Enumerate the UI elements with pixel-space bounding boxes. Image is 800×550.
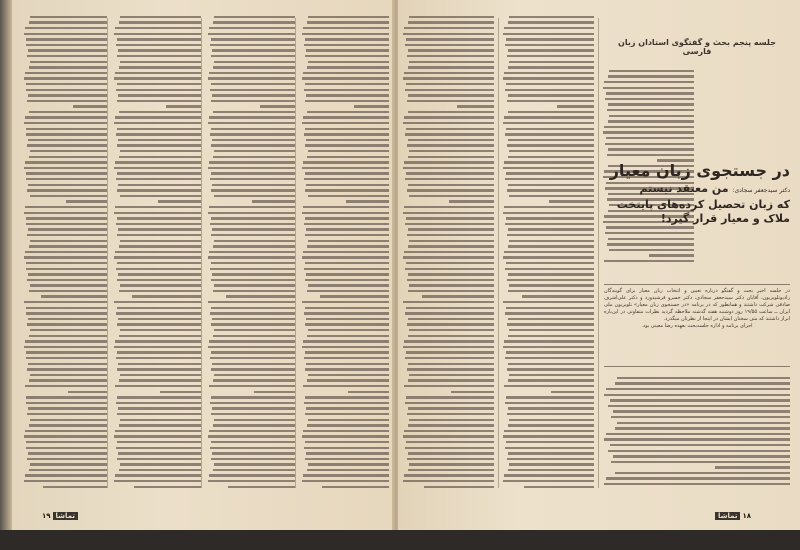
text-line [402, 109, 494, 115]
text-line [301, 81, 389, 87]
text-line [502, 411, 594, 417]
text-line [502, 25, 594, 31]
text-line [301, 70, 389, 76]
text-line [113, 193, 201, 199]
text-line [502, 137, 594, 143]
text-line [602, 96, 694, 102]
text-line [23, 383, 107, 389]
text-column [207, 14, 295, 490]
article-intro [604, 288, 790, 330]
text-line [113, 484, 201, 490]
text-line [207, 176, 295, 182]
text-line [301, 428, 389, 434]
text-line [502, 467, 594, 473]
text-line [502, 439, 594, 445]
text-line [207, 42, 295, 48]
text-line [113, 137, 201, 143]
text-line [113, 70, 201, 76]
text-line [23, 344, 107, 350]
text-line [301, 98, 389, 104]
text-line [301, 456, 389, 462]
text-line [402, 260, 494, 266]
text-line [207, 193, 295, 199]
text-line [602, 470, 790, 476]
column-divider [295, 18, 296, 488]
page-number: ۱۸ [742, 512, 752, 520]
page-number: ۱۹ [42, 512, 51, 520]
text-line [402, 288, 494, 294]
text-line [23, 484, 107, 490]
text-line [502, 109, 594, 115]
text-line [207, 277, 295, 283]
text-line [113, 383, 201, 389]
text-line [502, 70, 594, 76]
session-heading: جلسه پنجم بحث و گفتگوی استادان زبان فارسی [618, 38, 776, 56]
text-line [113, 316, 201, 322]
text-line [113, 42, 201, 48]
text-line [602, 459, 790, 465]
text-line [602, 386, 790, 392]
text-column [23, 14, 107, 490]
text-line [23, 288, 107, 294]
text-line [207, 221, 295, 227]
text-line [23, 25, 107, 31]
text-line [502, 383, 594, 389]
text-line [23, 42, 107, 48]
article-pull-quote [604, 182, 790, 226]
text-line [502, 232, 594, 238]
intro-bottom-rule [604, 366, 790, 367]
text-line [602, 375, 790, 381]
text-line [207, 70, 295, 76]
text-line [23, 232, 107, 238]
text-line [23, 400, 107, 406]
text-line [402, 42, 494, 48]
text-line [502, 288, 594, 294]
text-line [207, 383, 295, 389]
text-line [602, 79, 694, 85]
intro-top-rule [604, 284, 790, 285]
text-line [207, 249, 295, 255]
text-line [502, 204, 594, 210]
text-line [402, 193, 494, 199]
text-line [23, 14, 107, 20]
text-line [301, 383, 389, 389]
text-line [402, 221, 494, 227]
text-line [301, 260, 389, 266]
text-line [113, 439, 201, 445]
text-line [113, 109, 201, 115]
text-line [207, 372, 295, 378]
text-line [113, 400, 201, 406]
text-line [502, 193, 594, 199]
text-line [207, 456, 295, 462]
text-line [402, 176, 494, 182]
column-divider [498, 18, 499, 488]
text-line [402, 467, 494, 473]
article-headline-block [604, 160, 790, 226]
text-line [301, 316, 389, 322]
text-line [23, 372, 107, 378]
text-line [23, 193, 107, 199]
text-line [402, 383, 494, 389]
text-line [207, 411, 295, 417]
text-line [207, 260, 295, 266]
intro-text: در جلسه اخیر بحث و گفتگو درباره تعیین و انتخاب زبان معیار برای گویندگان رادیوتلویزیون، آقایان دکتر سیدجعفر سجادی، دکتر خسرو فرشیدورد و دکتر علی‌اشرف صادقی شرکت داشتند و همانطور که در برنامه «در جستجوی زبان معیار» تلویزیون ملی ایران ــ ساعت ۱۹/۵۵ روز دوشنبه هفته گذشته ملاحظه گردید نظرات متفاوتی در این‌باره ابراز داشتند که متن سخنان ایشان در اینجا از نظرتان میگذرد. [604, 288, 791, 322]
text-line [502, 14, 594, 20]
text-line [23, 221, 107, 227]
text-line [301, 221, 389, 227]
text-line [113, 467, 201, 473]
text-line [602, 124, 694, 130]
text-line [113, 249, 201, 255]
text-line [207, 344, 295, 350]
right-page [398, 0, 796, 530]
text-line [301, 25, 389, 31]
text-line [402, 411, 494, 417]
quote-line: من معتقد نیستم [639, 182, 729, 195]
text-line [301, 249, 389, 255]
text-line [502, 400, 594, 406]
text-line [502, 165, 594, 171]
text-line [402, 484, 494, 490]
column-divider [107, 18, 108, 488]
text-line [402, 428, 494, 434]
text-line [23, 204, 107, 210]
text-line [301, 42, 389, 48]
text-line [113, 165, 201, 171]
text-line [207, 232, 295, 238]
text-line [23, 277, 107, 283]
text-line [113, 355, 201, 361]
text-line [402, 137, 494, 143]
text-line [23, 137, 107, 143]
text-line [502, 456, 594, 462]
text-line [301, 439, 389, 445]
column-divider [598, 18, 599, 488]
text-line [207, 137, 295, 143]
text-line [602, 442, 790, 448]
text-line [207, 204, 295, 210]
text-line [301, 232, 389, 238]
text-line [301, 288, 389, 294]
text-line [301, 344, 389, 350]
text-line [402, 53, 494, 59]
text-line [23, 70, 107, 76]
text-column [301, 14, 389, 490]
text-line [502, 277, 594, 283]
text-line [602, 135, 694, 141]
text-line [602, 403, 790, 409]
text-line [602, 152, 694, 158]
page-folio-left [42, 512, 80, 520]
article-title: در جستجوی زبان معیار [609, 161, 790, 180]
text-line [23, 98, 107, 104]
text-column [113, 14, 201, 490]
text-line [23, 467, 107, 473]
text-line [502, 484, 594, 490]
text-line [602, 414, 790, 420]
text-line [602, 258, 694, 264]
text-line [23, 316, 107, 322]
text-line [207, 14, 295, 20]
text-column [502, 14, 594, 490]
text-line [207, 355, 295, 361]
text-line [23, 456, 107, 462]
text-line [301, 109, 389, 115]
text-line [301, 204, 389, 210]
text-column [402, 14, 494, 490]
intro-footer: اجرای برنامه و اداره جلسه‌بحث بعهده رضا معینی بود. [641, 323, 753, 329]
text-line [502, 176, 594, 182]
scan-background [0, 530, 800, 550]
text-line [207, 400, 295, 406]
text-line [113, 14, 201, 20]
text-line [207, 53, 295, 59]
text-line [502, 355, 594, 361]
text-line [502, 344, 594, 350]
text-line [402, 456, 494, 462]
text-line [402, 439, 494, 445]
text-line [113, 204, 201, 210]
text-line [113, 221, 201, 227]
text-line [23, 411, 107, 417]
text-line [301, 137, 389, 143]
text-line [402, 232, 494, 238]
text-line [502, 81, 594, 87]
text-line [113, 176, 201, 182]
text-line [301, 53, 389, 59]
text-line [502, 249, 594, 255]
text-line [301, 467, 389, 473]
text-line [602, 107, 694, 113]
text-line [301, 165, 389, 171]
text-line [402, 400, 494, 406]
page-folio-right [713, 512, 751, 520]
text-line [502, 316, 594, 322]
text-line [23, 260, 107, 266]
text-line [301, 277, 389, 283]
magazine-logo: تماشا [715, 512, 740, 520]
text-line [207, 98, 295, 104]
text-line [402, 249, 494, 255]
text-line [23, 249, 107, 255]
text-line [402, 98, 494, 104]
text-line [602, 247, 694, 253]
text-line [23, 165, 107, 171]
text-line [207, 109, 295, 115]
text-line [207, 165, 295, 171]
text-line [602, 230, 694, 236]
text-line [23, 428, 107, 434]
text-line [502, 428, 594, 434]
text-line [301, 14, 389, 20]
text-line [402, 316, 494, 322]
text-line [113, 456, 201, 462]
column-divider [201, 18, 202, 488]
text-line [207, 316, 295, 322]
text-line [301, 400, 389, 406]
text-line [502, 221, 594, 227]
text-line [602, 431, 790, 437]
author-label: دکتر سیدجعفر سجادی: [732, 187, 790, 194]
text-line [602, 68, 694, 74]
text-line [502, 53, 594, 59]
text-line [207, 484, 295, 490]
page-edge [0, 0, 12, 535]
text-line [113, 372, 201, 378]
text-line [602, 481, 790, 487]
text-line [301, 176, 389, 182]
text-line [207, 439, 295, 445]
text-line [23, 176, 107, 182]
text-line [113, 277, 201, 283]
text-line [113, 232, 201, 238]
text-line [301, 484, 389, 490]
quote-line: ملاک و معیار قرار گیرد! [660, 212, 790, 225]
text-line [402, 165, 494, 171]
text-line [402, 81, 494, 87]
text-line [207, 467, 295, 473]
text-line [402, 344, 494, 350]
text-line [113, 98, 201, 104]
text-line [402, 25, 494, 31]
text-line [301, 411, 389, 417]
text-line [113, 288, 201, 294]
text-line [207, 288, 295, 294]
text-line [23, 439, 107, 445]
text-line [301, 355, 389, 361]
text-line [502, 42, 594, 48]
text-line [402, 355, 494, 361]
text-line [113, 25, 201, 31]
text-line [113, 260, 201, 266]
text-line [113, 53, 201, 59]
text-line [207, 428, 295, 434]
magazine-logo: تماشا [53, 512, 78, 520]
text-line [502, 98, 594, 104]
text-line [23, 81, 107, 87]
text-line [301, 193, 389, 199]
text-line [402, 204, 494, 210]
text-line [23, 109, 107, 115]
text-line [207, 25, 295, 31]
left-page [12, 0, 395, 530]
text-line [23, 355, 107, 361]
text-line [402, 372, 494, 378]
quote-line: که زبان تحصیل کرده‌های پایتخت [616, 198, 790, 211]
text-line [502, 260, 594, 266]
text-line [502, 372, 594, 378]
text-line [113, 344, 201, 350]
text-line [402, 70, 494, 76]
text-line [402, 14, 494, 20]
text-column [602, 375, 790, 490]
text-line [301, 372, 389, 378]
text-line [23, 53, 107, 59]
text-line [113, 81, 201, 87]
text-line [113, 411, 201, 417]
text-line [207, 81, 295, 87]
text-line [113, 428, 201, 434]
text-line [402, 277, 494, 283]
